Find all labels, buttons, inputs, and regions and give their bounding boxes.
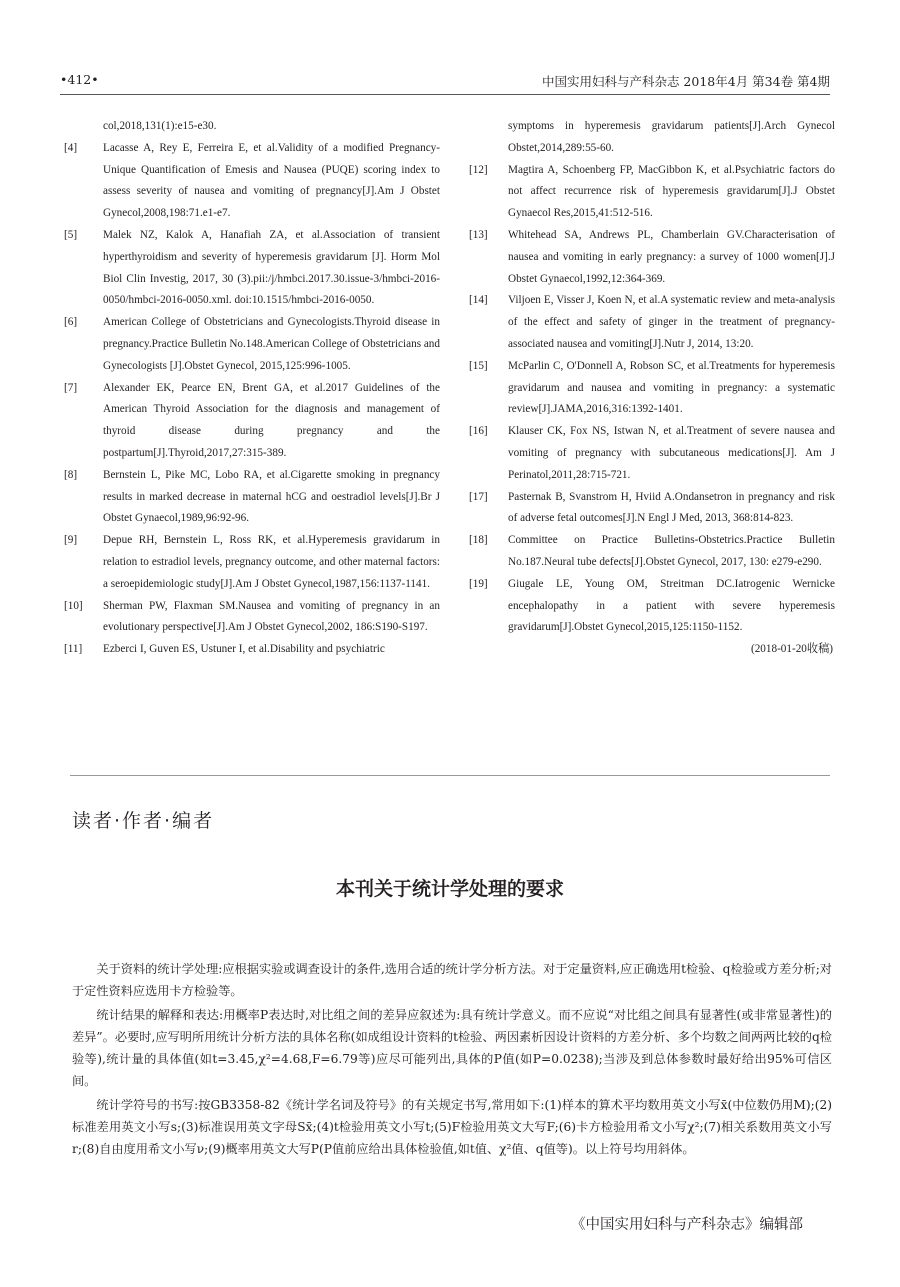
header-rule — [60, 94, 830, 95]
reference-item: [19] Giugale LE, Young OM, Streitman DC.Iatrogenic Wernicke encephalopathy in a patient with severe hyperemesis gravidarum[J].Obstet Gynecol,2015,125:1150-1152. — [469, 577, 835, 634]
reference-item: [13] Whitehead SA, Andrews PL, Chamberlain GV.Characterisation of nausea and vomiting in early pregnancy: a survey of 1000 women[J].J Obstet Gynaecol,1992,12:364-369. — [469, 228, 835, 285]
reference-item: [15] McParlin C, O'Donnell A, Robson SC, et al.Treatments for hyperemesis gravidarum and nausea and vomiting in pregnancy: a systematic review[J].JAMA,2016,316:1392-1401. — [469, 359, 835, 416]
body-paragraph: 统计结果的解释和表达:用概率P表达时,对比组之间的差异应叙述为:具有统计学意义。而不应说“对比组之间具有显著性(或非常显著性)的差异”。必要时,应写明所用统计分析方法的具体名称(如成组设计资料的t检验、两因素析因设计资料的方差分析、多个均数之间两两比较的q检验等),统计量的具体值(如t=3.45,χ²=4.68,F=6.79等)应尽可能列出,具体的P值(如P=0.0238);当涉及到总体参数时最好给出95%可信区间。 — [72, 1008, 832, 1088]
editorial-signature: 《中国实用妇科与产科杂志》编辑部 — [571, 1217, 803, 1233]
page-number: •412• — [60, 72, 99, 87]
reference-item: [18] Committee on Practice Bulletins-Obstetrics.Practice Bulletin No.187.Neural tube defects[J].Obstet Gynecol, 2017, 130: e279-e290. — [469, 534, 835, 568]
article-body — [72, 958, 832, 1162]
article-title: 本刊关于统计学处理的要求 — [335, 878, 564, 900]
reference-item: [14] Viljoen E, Visser J, Koen N, et al.A systematic review and meta-analysis of the effect and safety of ginger in the treatment of pregnancy-associated nausea and vomiting[J].Nutr J, 2014, 13:20. — [469, 294, 835, 350]
reference-item: [10] Sherman PW, Flaxman SM.Nausea and vomiting of pregnancy in an evolutionary perspective[J].Am J Obstet Gynecol,2002, 186:S190-S197. — [64, 599, 440, 634]
references-right-column — [465, 116, 835, 661]
reference-item: [9] Depue RH, Bernstein L, Ross RK, et al.Hyperemesis gravidarum in relation to estradiol levels, pregnancy outcome, and other maternal factors: a seroepidemiologic study[J].Am J Obstet Gynecol,1987,156:1137-1141. — [64, 534, 440, 590]
reference-item: [4] Lacasse A, Rey E, Ferreira E, et al.Validity of a modified Pregnancy-Unique Quantification of Emesis and Nausea (PUQE) scoring index to assess severity of nausea and vomiting of pregnancy[J].Am J Obstet Gynecol,2008,198:71.e1-e7. — [64, 141, 440, 220]
reference-item: [8] Bernstein L, Pike MC, Lobo RA, et al.Cigarette smoking in pregnancy results in marked decrease in maternal hCG and oestradiol levels[J].Br J Obstet Gynaecol,1989,96:92-96. — [64, 468, 440, 525]
reference-item: symptoms in hyperemesis gravidarum patients[J].Arch Gynecol Obstet,2014,289:55-60. — [508, 120, 835, 154]
reference-item: [7] Alexander EK, Pearce EN, Brent GA, et al.2017 Guidelines of the American Thyroid Association for the diagnosis and management of thyroid disease during pregnancy and the postpartum[J].Thyroid,2017,27:315-389. — [64, 381, 440, 459]
reference-item: [12] Magtira A, Schoenberg FP, MacGibbon K, et al.Psychiatric factors do not affect recurrence risk of hyperemesis gravidarum[J].J Obstet Gynaecol Res,2015,41:512-516. — [469, 163, 835, 220]
reference-item: [11] Ezberci I, Guven ES, Ustuner I, et al.Disability and psychiatric — [64, 643, 385, 656]
section-divider — [70, 775, 830, 776]
received-date: (2018-01-20收稿) — [750, 643, 833, 656]
reference-item: [16] Klauser CK, Fox NS, Istwan N, et al.Treatment of severe nausea and vomiting of pregnancy with subcutaneous medications[J]. Am J Perinatol,2011,28:715-721. — [469, 425, 835, 481]
reference-item: [5] Malek NZ, Kalok A, Hanafiah ZA, et al.Association of transient hyperthyroidism and severity of hyperemesis gravidarum [J]. Horm Mol Biol Clin Investig, 2017, 30 (3).pii:/j/hmbci.2017.30.issue-3/hmbci-2016-0050/hmbci-2016-0050.xml. doi:10.1515/hmbci-2016-0050. — [64, 228, 440, 307]
running-header — [60, 72, 830, 90]
reference-item: [6] American College of Obstetricians and Gynecologists.Thyroid disease in pregnancy.Practice Bulletin No.148.American College of Obstetricians and Gynecologists [J].Obstet Gynecol, 2015,125:996-1005. — [64, 316, 440, 372]
body-paragraph: 关于资料的统计学处理:应根据实验或调查设计的条件,选用合适的统计学分析方法。对于定量资料,应正确选用t检验、q检验或方差分析;对于定性资料应选用卡方检验等。 — [72, 962, 832, 998]
journal-issue-line: 中国实用妇科与产科杂志 2018年4月 第34卷 第4期 — [541, 74, 830, 89]
reference-item: [17] Pasternak B, Svanstrom H, Hviid A.Ondansetron in pregnancy and risk of adverse fetal outcomes[J].N Engl J Med, 2013, 368:814-823. — [469, 490, 835, 525]
section-label: 读者·作者·编者 — [72, 810, 215, 832]
body-paragraph: 统计学符号的书写:按GB3358-82《统计学名词及符号》的有关规定书写,常用如下:(1)样本的算术平均数用英文小写x̄(中位数仍用M);(2)标准差用英文小写s;(3)标准误用英文字母Sx̄;(4)t检验用英文小写t;(5)F检验用英文大写F;(6)卡方检验用希文小写χ²;(7)相关系数用英文小写r;(8)自由度用希文小写ν;(9)概率用英文大写P(P值前应给出具体检验值,如t值、χ²值、q值等)。以上符号均用斜体。 — [72, 1098, 832, 1156]
reference-item: col,2018,131(1):e15-e30. — [103, 120, 217, 132]
references-left-column — [60, 116, 440, 661]
